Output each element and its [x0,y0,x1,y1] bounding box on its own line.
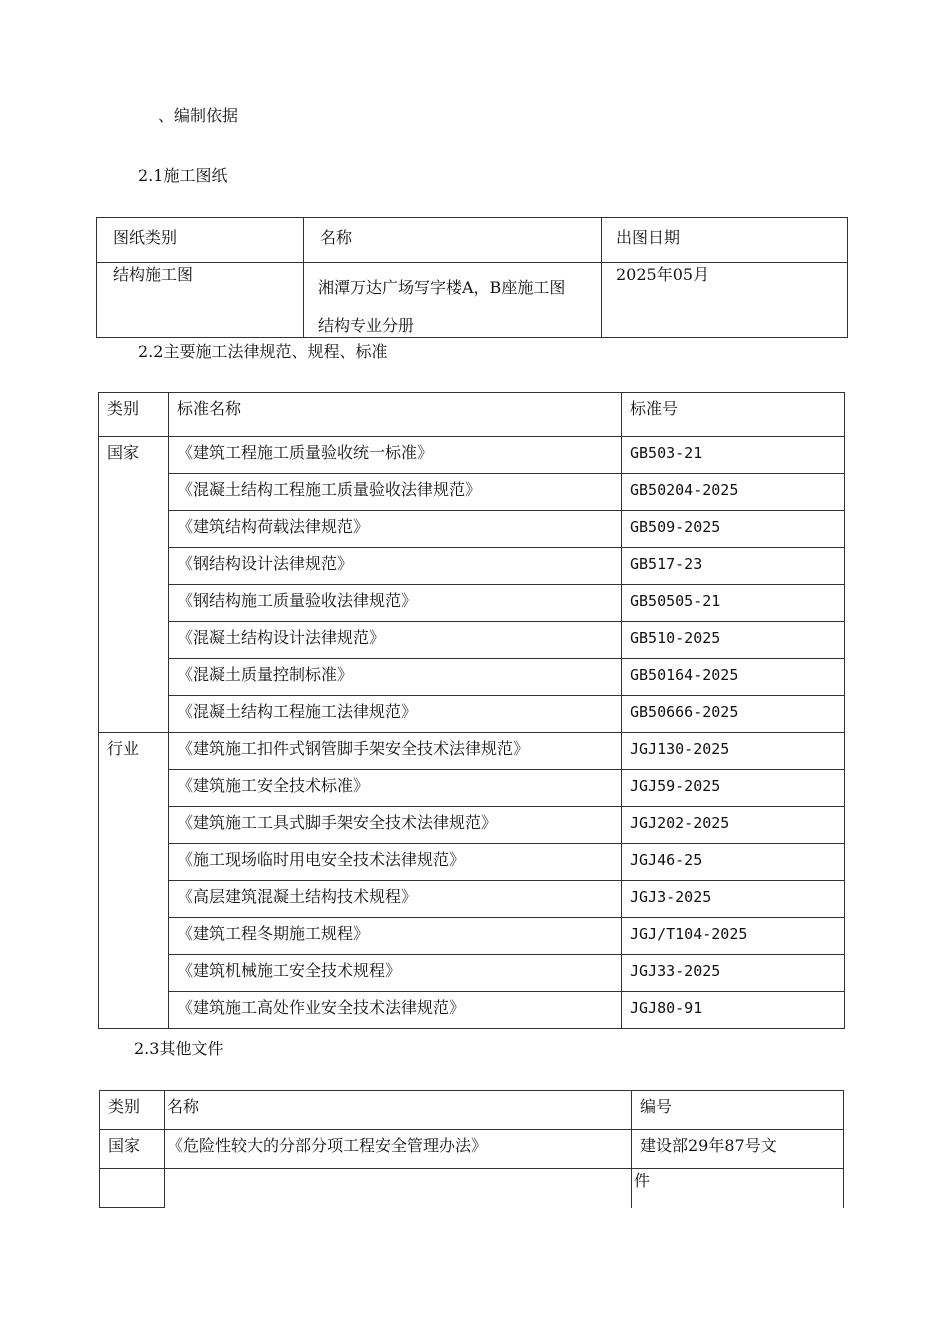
header-drawing-category: 图纸类别 [113,228,178,247]
standard-code: JGJ202-2025 [630,814,730,832]
section-title-other-docs: 2.3其他文件 [134,1039,224,1058]
standard-code: GB50204-2025 [630,481,739,499]
standard-code: GB50164-2025 [630,666,739,684]
table-row [99,955,845,992]
header-name: 名称 [320,228,353,247]
doc-code-line2: 件 [634,1171,651,1190]
doc-name: 《危险性较大的分部分项工程安全管理办法》 [167,1136,488,1155]
standard-code: JGJ46-25 [630,851,703,869]
standard-name: 《建筑工程施工质量验收统一标准》 [177,443,434,462]
header-standard-name: 标准名称 [177,399,242,418]
standard-code: GB517-23 [630,555,703,573]
table-row [99,844,845,881]
table-header-row [100,1091,844,1130]
standard-code: JGJ/T104-2025 [630,925,748,943]
other-docs-table [99,1090,844,1208]
standard-code: JGJ59-2025 [630,777,721,795]
header-category: 类别 [107,399,140,418]
standard-code: GB50505-21 [630,592,721,610]
drawing-name-line2: 结构专业分册 [318,316,415,335]
table-row [99,548,845,585]
drawing-name [304,263,601,337]
standard-code: JGJ80-91 [630,999,703,1017]
standard-name: 《建筑结构荷载法律规范》 [177,517,370,536]
standard-code: GB510-2025 [630,629,721,647]
table-row [99,918,845,955]
standard-code: JGJ130-2025 [630,740,730,758]
standard-category: 行业 [107,739,140,758]
table-row [99,807,845,844]
table-row [99,437,845,474]
section-title-standards: 2.2主要施工法律规范、规程、标准 [138,342,388,361]
standard-name: 《建筑施工工具式脚手架安全技术法律规范》 [177,813,498,832]
standard-name: 《建筑施工扣件式钢管脚手架安全技术法律规范》 [177,739,530,758]
table-header-row [97,218,848,263]
standard-name: 《建筑施工高处作业安全技术法律规范》 [177,998,466,1017]
standard-name: 《混凝土质量控制标准》 [177,665,354,684]
table-row [99,770,845,807]
standard-code: GB50666-2025 [630,703,739,721]
header-issue-date: 出图日期 [616,228,681,247]
table-row [99,474,845,511]
standard-name: 《高层建筑混凝土结构技术规程》 [177,887,418,906]
standard-category: 国家 [107,443,140,462]
standard-name: 《钢结构设计法律规范》 [177,554,354,573]
table-row [99,659,845,696]
standard-name: 《混凝土结构设计法律规范》 [177,628,386,647]
table-header-row [99,393,845,437]
table-row [97,263,848,338]
drawings-table [96,217,848,338]
standard-code: GB503-21 [630,444,703,462]
standard-name: 《建筑施工安全技术标准》 [177,776,370,795]
drawing-date: 2025年05月 [616,265,710,284]
standard-name: 《施工现场临时用电安全技术法律规范》 [177,850,466,869]
doc-category: 国家 [108,1136,141,1155]
drawing-category: 结构施工图 [113,265,194,284]
header-category: 类别 [108,1097,141,1116]
standards-table [98,392,845,1029]
table-row [99,511,845,548]
header-doc-name: 名称 [167,1097,200,1116]
standard-name: 《混凝土结构工程施工质量验收法律规范》 [177,480,482,499]
table-row [100,1130,844,1169]
standard-name: 《建筑工程冬期施工规程》 [177,924,370,943]
standard-code: JGJ33-2025 [630,962,721,980]
doc-code-line1: 建设部29年87号文 [640,1136,777,1155]
table-row-continued [100,1169,844,1208]
standard-name: 《钢结构施工质量验收法律规范》 [177,591,418,610]
standard-code: GB509-2025 [630,518,721,536]
standard-name: 《混凝土结构工程施工法律规范》 [177,702,418,721]
section-title-basis: 、编制依据 [158,106,239,125]
table-row [99,622,845,659]
table-row [99,733,845,770]
standard-name: 《建筑机械施工安全技术规程》 [177,961,402,980]
header-doc-code: 编号 [640,1097,673,1116]
table-row [99,992,845,1029]
table-row [99,585,845,622]
table-row [99,696,845,733]
drawing-name-line1: 湘潭万达广场写字楼A，B座施工图 [318,278,566,297]
section-title-drawings: 2.1施工图纸 [138,166,228,185]
standard-code: JGJ3-2025 [630,888,712,906]
table-row [99,881,845,918]
header-standard-code: 标准号 [630,399,679,418]
